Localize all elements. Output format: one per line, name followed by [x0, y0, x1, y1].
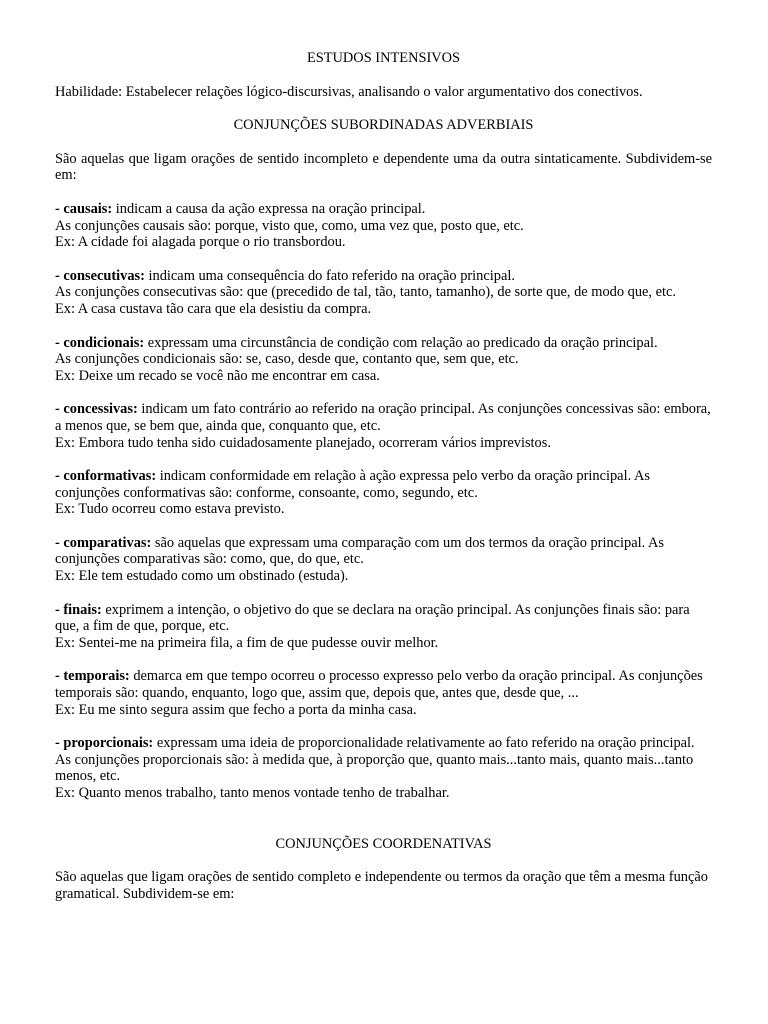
- conjunction-list: As conjunções condicionais são: se, caso, desde que, contanto que, sem que, etc.: [55, 351, 519, 368]
- skill-line: Habilidade: Estabelecer relações lógico-discursivas, analisando o valor argumentativo dos conectivos.: [55, 83, 643, 100]
- example-line: Ex: Ele tem estudado como um obstinado (estuda).: [55, 568, 349, 585]
- section-comparativas: [55, 535, 712, 585]
- document-content: [55, 50, 712, 902]
- term-description: indicam a causa da ação expressa na oração principal.: [112, 200, 426, 217]
- coordinate-heading: CONJUNÇÕES COORDENATIVAS: [275, 835, 492, 852]
- term-label: - temporais:: [55, 668, 130, 685]
- term-description: exprimem a intenção, o objetivo do que se declara na oração principal. As conjunções finais são: para que, a fim de que, porque, etc.: [55, 601, 690, 635]
- term-description: indicam conformidade em relação à ação expressa pelo verbo da oração principal. As conjunções conformativas são: conforme, consoante, como, segundo, etc.: [55, 468, 650, 501]
- coordinate-intro: São aquelas que ligam orações de sentido completo e independente ou termos da oração que têm a mesma função gramatical. Subdividem-se em:: [55, 869, 708, 902]
- section-concessivas: [55, 401, 712, 451]
- adverbial-intro: São aquelas que ligam orações de sentido incompleto e dependente uma da outra sintaticamente. Subdividem-se em:: [55, 150, 712, 184]
- section-proporcionais: [55, 735, 712, 801]
- adverbial-heading: CONJUNÇÕES SUBORDINADAS ADVERBIAIS: [233, 117, 534, 134]
- conjunction-list: As conjunções causais são: porque, visto que, como, uma vez que, posto que, etc.: [55, 217, 524, 234]
- term-label: - concessivas:: [55, 401, 138, 418]
- example-line: Ex: Eu me sinto segura assim que fecho a porta da minha casa.: [55, 701, 417, 718]
- example-line: Ex: Tudo ocorreu como estava previsto.: [55, 501, 285, 518]
- section-conformativas: [55, 468, 712, 518]
- term-label: - comparativas:: [55, 534, 152, 551]
- section-finais: [55, 602, 712, 652]
- section-consecutivas: [55, 268, 712, 318]
- term-label: - causais:: [55, 200, 113, 217]
- conjunction-list: As conjunções consecutivas são: que (precedido de tal, tão, tanto, tamanho), de sorte que, de modo que, etc.: [55, 284, 676, 301]
- term-label: - proporcionais:: [55, 735, 154, 752]
- term-description: são aquelas que expressam uma comparação com um dos termos da oração principal. As conjunções comparativas são: como, que, do que, etc.: [55, 534, 665, 568]
- example-line: Ex: Sentei-me na primeira fila, a fim de que pudesse ouvir melhor.: [55, 634, 439, 651]
- term-description: indicam uma consequência do fato referido na oração principal.: [144, 267, 515, 284]
- example-line: Ex: Deixe um recado se você não me encontrar em casa.: [55, 367, 380, 384]
- term-label: - conformativas:: [55, 468, 157, 485]
- term-label: - consecutivas:: [55, 267, 145, 284]
- term-description: indicam um fato contrário ao referido na oração principal. As conjunções concessivas são: embora, a menos que, se bem que, ainda que, conquanto que, etc.: [55, 401, 711, 434]
- example-line: Ex: A casa custava tão cara que ela desistiu da compra.: [55, 300, 372, 317]
- term-description: demarca em que tempo ocorreu o processo expresso pelo verbo da oração principal. As conjunções temporais são: quando, enquanto, logo que, assim que, depois que, antes que, desde que, ...: [55, 668, 703, 702]
- term-label: - condicionais:: [55, 334, 145, 351]
- term-description: expressam uma ideia de proporcionalidade relativamente ao fato referido na oração principal. As conjunções proporcionais são: à medida que, à proporção que, quanto mais...tanto mais, quanto mais...tanto menos, etc.: [55, 735, 695, 785]
- example-line: Ex: A cidade foi alagada porque o rio transbordou.: [55, 234, 346, 251]
- document-title: ESTUDOS INTENSIVOS: [306, 50, 461, 66]
- term-label: - finais:: [55, 601, 102, 618]
- section-temporais: [55, 668, 712, 718]
- example-line: Ex: Embora tudo tenha sido cuidadosamente planejado, ocorreram vários imprevistos.: [55, 434, 551, 451]
- term-description: expressam uma circunstância de condição com relação ao predicado da oração principal.: [144, 334, 658, 351]
- section-causais: [55, 201, 712, 251]
- example-line: Ex: Quanto menos trabalho, tanto menos vontade tenho de trabalhar.: [55, 785, 450, 801]
- section-condicionais: [55, 335, 712, 385]
